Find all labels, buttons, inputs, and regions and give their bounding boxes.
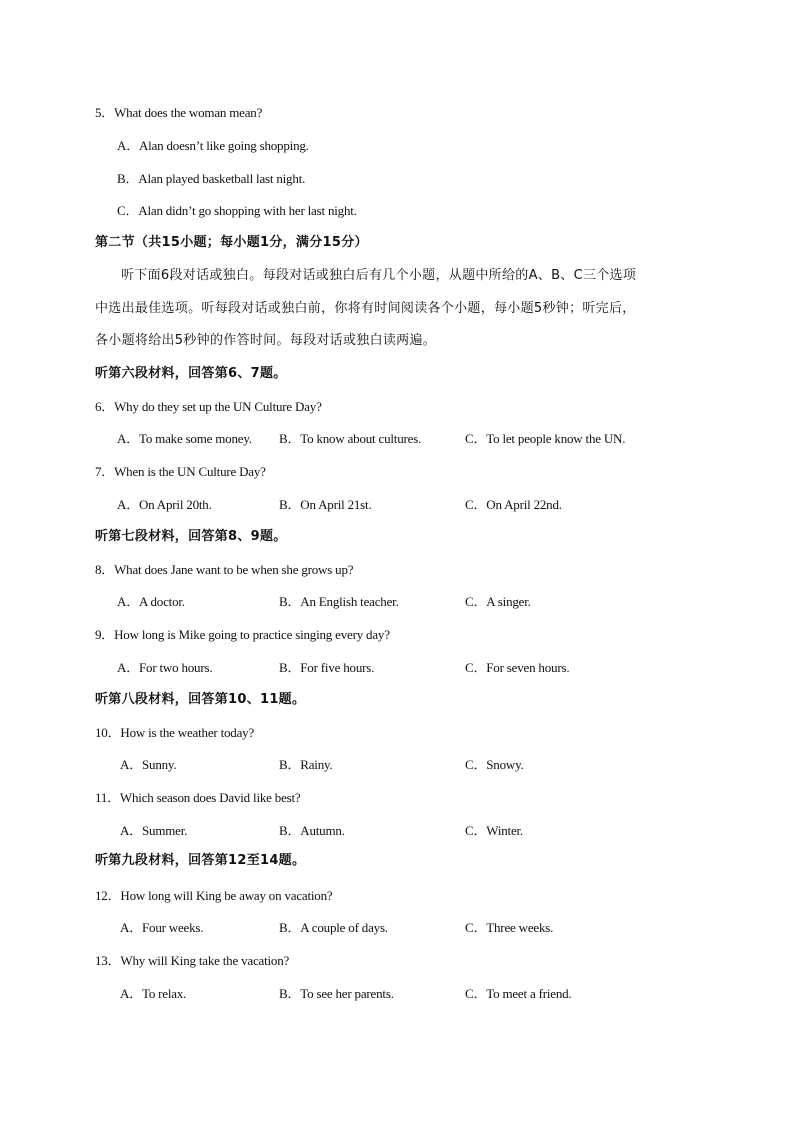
question-10: 10．How is the weather today? <box>95 725 255 740</box>
q13-option-c: C．To meet a friend. <box>465 986 572 1001</box>
q6-option-a: A．To make some money. <box>117 431 252 446</box>
q11-option-c: C．Winter. <box>465 823 523 838</box>
part-9-heading: 听第九段材料，回答第12至14题。 <box>95 853 306 868</box>
question-11: 11．Which season does David like best? <box>95 790 301 805</box>
question-5: 5．What does the woman mean? <box>95 105 263 120</box>
section-2-heading: 第二节（共15小题；每小题1分，满分15分） <box>95 235 368 250</box>
question-6: 6．Why do they set up the UN Culture Day? <box>95 399 322 414</box>
question-8: 8．What does Jane want to be when she grows up? <box>95 562 354 577</box>
part-6-heading: 听第六段材料，回答第6、7题。 <box>95 366 287 381</box>
instructions-line-2: 中选出最佳选项。听每段对话或独白前，你将有时间阅读各个小题，每小题5秒钟；听完后， <box>95 301 636 316</box>
instructions-line-3: 各小题将给出5秒钟的作答时间。每段对话或独白读两遍。 <box>95 333 437 348</box>
q6-option-b: B．To know about cultures. <box>279 431 422 446</box>
part-8-heading: 听第八段材料，回答第10、11题。 <box>95 692 306 707</box>
q9-option-b: B．For five hours. <box>279 660 375 675</box>
q6-option-c: C．To let people know the UN. <box>465 431 626 446</box>
q12-option-b: B．A couple of days. <box>279 920 388 935</box>
q9-option-a: A．For two hours. <box>117 660 213 675</box>
q13-option-a: A．To relax. <box>120 986 187 1001</box>
question-7: 7．When is the UN Culture Day? <box>95 464 266 479</box>
q10-option-c: C．Snowy. <box>465 757 524 772</box>
q7-option-c: C．On April 22nd. <box>465 497 562 512</box>
q8-option-c: C．A singer. <box>465 594 531 609</box>
q10-option-a: A．Sunny. <box>120 757 177 772</box>
q12-option-a: A．Four weeks. <box>120 920 204 935</box>
q11-option-b: B．Autumn. <box>279 823 345 838</box>
q10-option-b: B．Rainy. <box>279 757 333 772</box>
question-12: 12．How long will King be away on vacation? <box>95 888 333 903</box>
q9-option-c: C．For seven hours. <box>465 660 570 675</box>
part-7-heading: 听第七段材料，回答第8、9题。 <box>95 529 287 544</box>
q8-option-a: A．A doctor. <box>117 594 185 609</box>
q7-option-a: A．On April 20th. <box>117 497 212 512</box>
question-13: 13．Why will King take the vacation? <box>95 953 290 968</box>
q12-option-c: C．Three weeks. <box>465 920 554 935</box>
q8-option-b: B．An English teacher. <box>279 594 399 609</box>
question-9: 9．How long is Mike going to practice singing every day? <box>95 627 390 642</box>
q5-option-b: B．Alan played basketball last night. <box>117 171 306 186</box>
q13-option-b: B．To see her parents. <box>279 986 394 1001</box>
q7-option-b: B．On April 21st. <box>279 497 372 512</box>
q11-option-a: A．Summer. <box>120 823 188 838</box>
instructions-line-1: 听下面6段对话或独白。每段对话或独白后有几个小题，从题中所给的A、B、C三个选项 <box>121 268 637 283</box>
q5-option-a: A．Alan doesn’t like going shopping. <box>117 138 309 153</box>
q5-option-c: C．Alan didn’t go shopping with her last night. <box>117 203 357 218</box>
